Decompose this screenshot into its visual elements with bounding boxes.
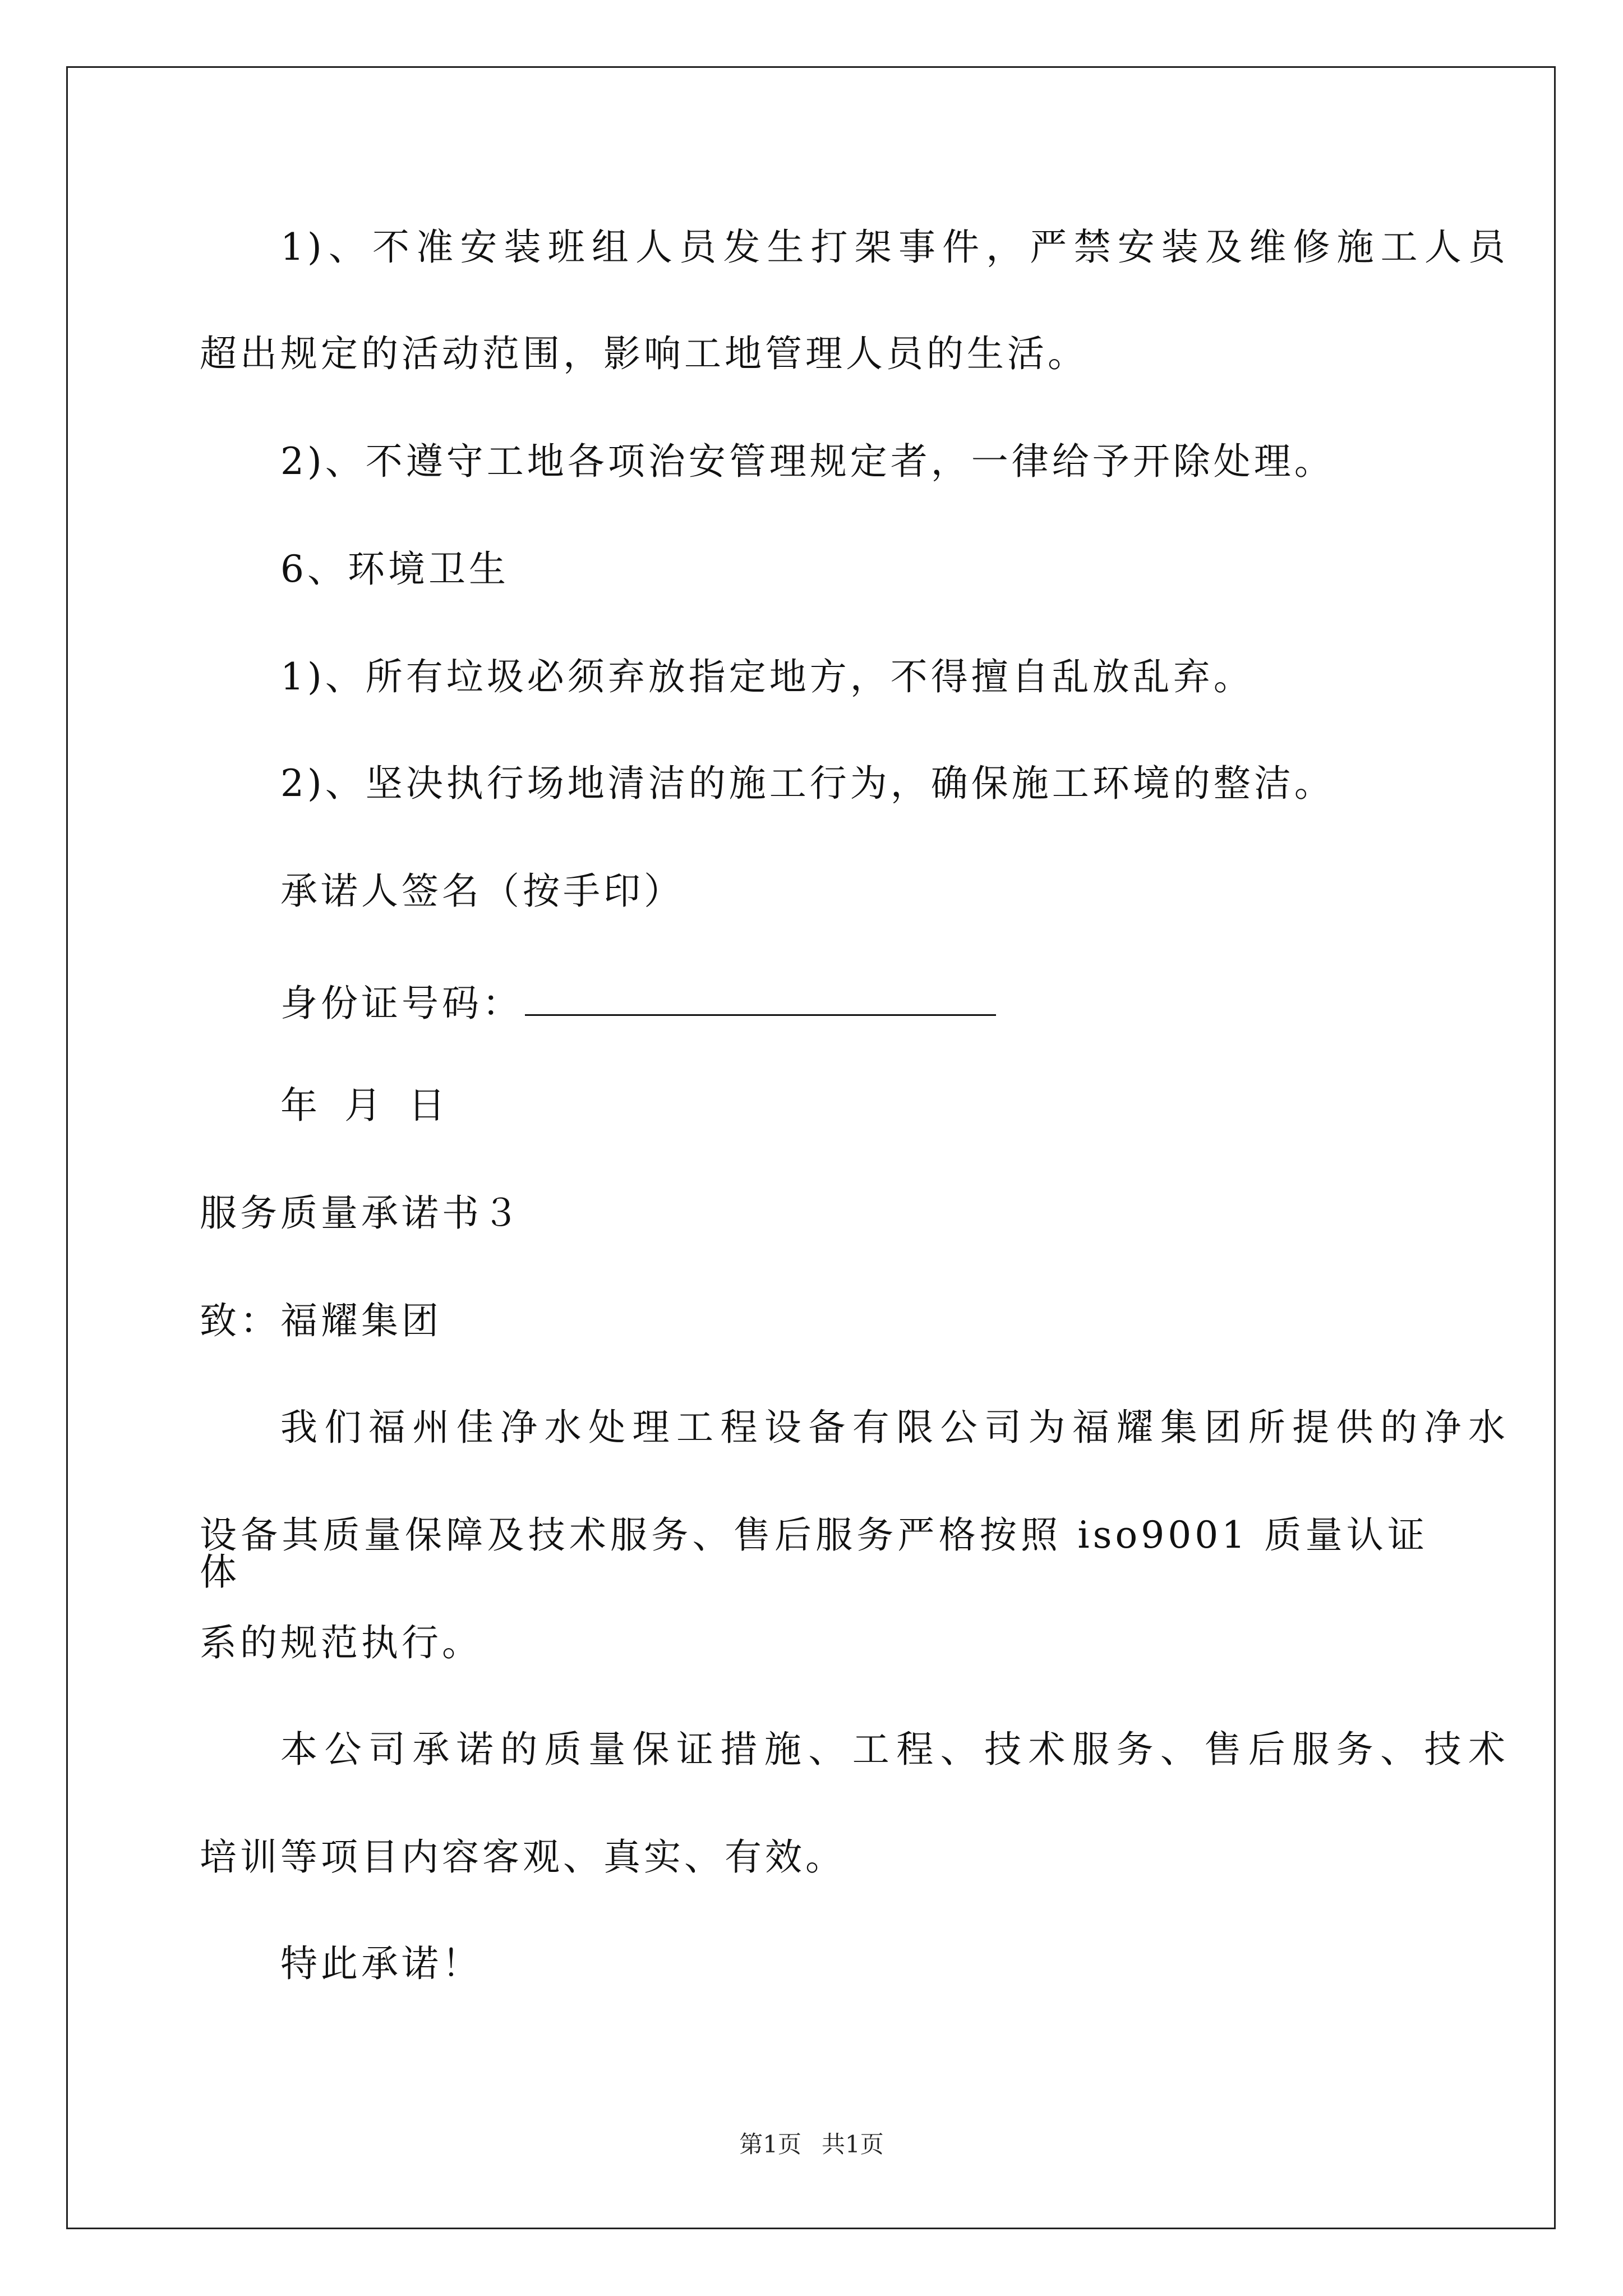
page-border (66, 66, 1556, 2229)
date-line (200, 1084, 1509, 1127)
signature-label: 承诺人签名（按手印） (280, 869, 684, 913)
id-number-blank (525, 981, 996, 1016)
page-number-total: 共1页 (822, 2131, 884, 2158)
page-number-current: 第1页 (739, 2131, 801, 2158)
paragraph-env-2: 2)、坚决执行场地清洁的施工行为，确保施工环境的整洁。 (280, 762, 1335, 805)
paragraph-guarantee-line1: 本公司承诺的质量保证措施、工程、技术服务、售后服务、技术 (280, 1728, 1509, 1771)
section-title: 服务质量承诺书３ (200, 1191, 523, 1235)
paragraph-rule-1-line2: 超出规定的活动范围，影响工地管理人员的生活。 (200, 332, 1088, 375)
id-number-label: 身份证号码： (280, 982, 523, 1025)
closing-statement: 特此承诺！ (280, 1942, 482, 1985)
section-heading-environment: 6、环境卫生 (280, 547, 509, 591)
date-year: 年 (280, 1084, 321, 1127)
paragraph-guarantee-line2: 培训等项目内容客观、真实、有效。 (200, 1835, 846, 1879)
id-number-line (200, 981, 1509, 1025)
paragraph-env-1: 1)、所有垃圾必须弃放指定地方，不得擅自乱放乱弃。 (280, 655, 1254, 698)
paragraph-commitment-line3: 系的规范执行。 (200, 1621, 482, 1664)
paragraph-rule-2: 2)、不遵守工地各项治安管理规定者，一律给予开除处理。 (280, 440, 1335, 483)
recipient-line: 致：福耀集团 (200, 1299, 442, 1342)
date-day: 日 (408, 1084, 449, 1127)
paragraph-rule-1-line1: 1)、不准安装班组人员发生打架事件，严禁安装及维修施工人员 (280, 226, 1509, 269)
paragraph-commitment-line2: 设备其质量保障及技术服务、售后服务严格按照 iso9001 质量认证体 (200, 1513, 1428, 1594)
page-footer (0, 2126, 1623, 2160)
paragraph-commitment-line1: 我们福州佳净水处理工程设备有限公司为福耀集团所提供的净水 (280, 1406, 1509, 1449)
date-month: 月 (344, 1084, 385, 1127)
